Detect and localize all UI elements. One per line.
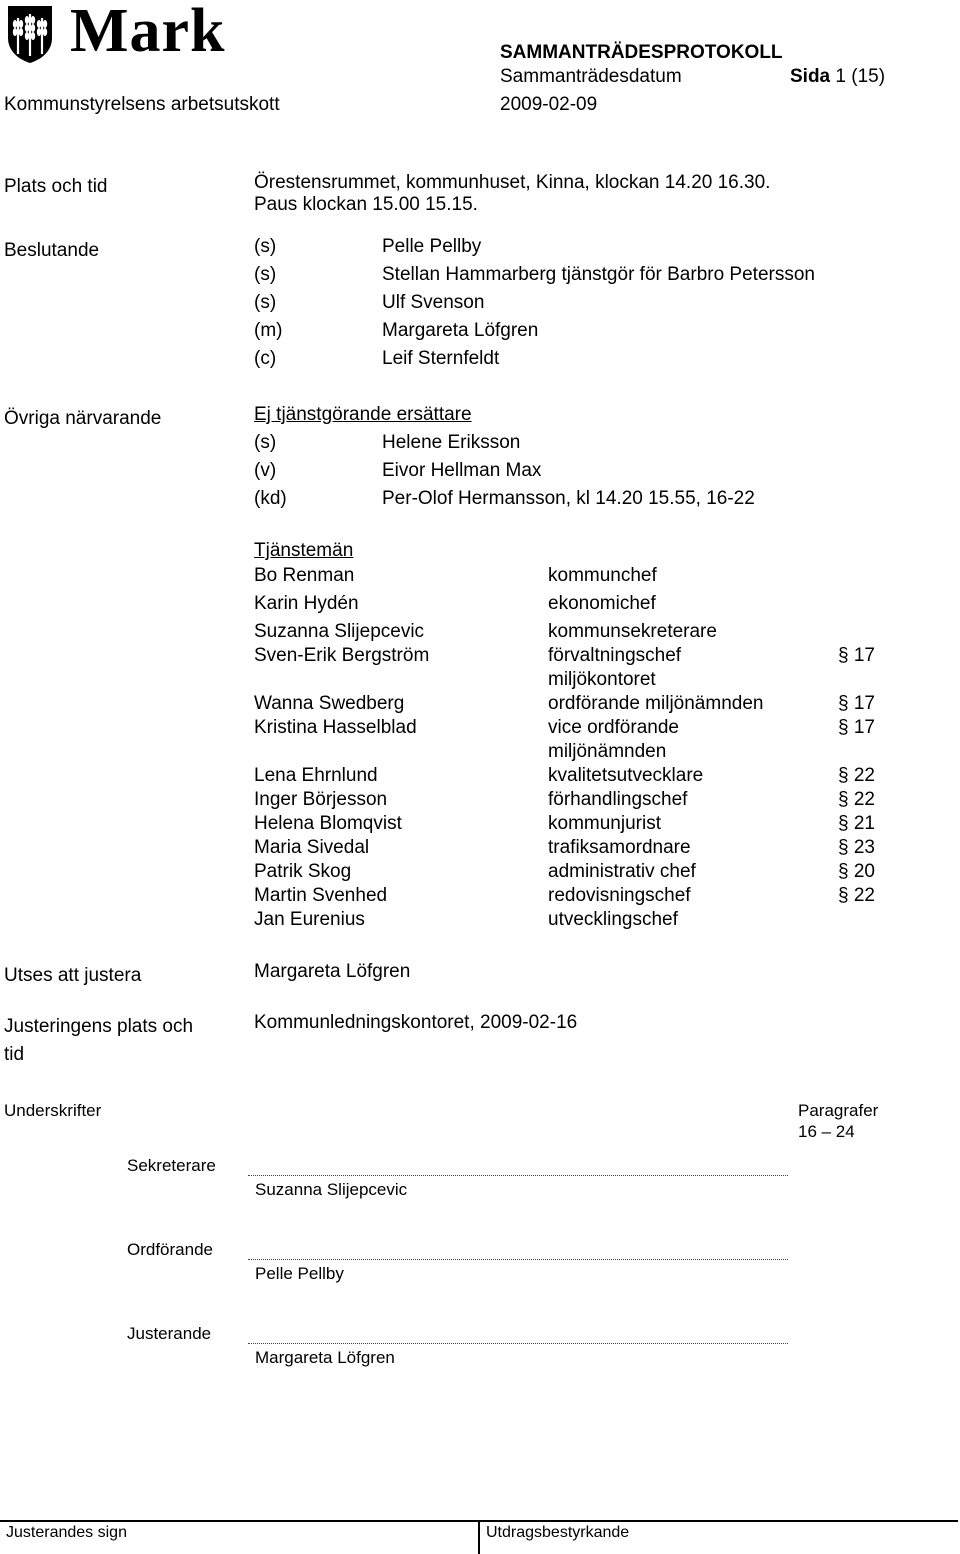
official-title: förhandlingschef xyxy=(548,789,688,810)
official-name: Maria Sivedal xyxy=(254,837,370,858)
municipality-crest-icon xyxy=(6,4,54,64)
official-title: ordförande miljönämnden xyxy=(548,693,764,714)
place-line-2: Paus klockan 15.00 15.15. xyxy=(254,194,478,215)
justering-label-line1: Justeringens plats och xyxy=(4,1016,194,1037)
member-name: Per-Olof Hermansson, kl 14.20 15.55, 16-22 xyxy=(382,488,755,509)
official-title: trafiksamordnare xyxy=(548,837,691,858)
substitutes-heading: Ej tjänstgörande ersättare xyxy=(254,404,472,425)
paragraph-ref: § 22 xyxy=(838,765,875,786)
footer-justerandes-sign: Justerandes sign xyxy=(6,1524,127,1541)
party: (c) xyxy=(254,348,277,369)
paragraph-number: 17 xyxy=(853,717,875,738)
page-indicator xyxy=(790,66,885,88)
member-name: Eivor Hellman Max xyxy=(382,460,542,481)
beslutande-label: Beslutande xyxy=(4,240,100,261)
place-line-1: Örestensrummet, kommunhuset, Kinna, klockan 14.20 16.30. xyxy=(254,172,771,193)
party: (s) xyxy=(254,236,277,257)
official-title-cont: miljökontoret xyxy=(548,669,656,690)
paragraph-ref: § 22 xyxy=(838,885,875,906)
official-title: kommunchef xyxy=(548,565,657,586)
party: (m) xyxy=(254,320,283,341)
paragraph-ref: § 23 xyxy=(838,837,875,858)
signature-role: Ordförande xyxy=(127,1240,213,1259)
place-label: Plats och tid xyxy=(4,176,108,197)
official-title: vice ordförande xyxy=(548,717,679,738)
paragraph-number: 17 xyxy=(853,645,875,666)
committee-name: Kommunstyrelsens arbetsutskott xyxy=(4,94,280,115)
official-name: Wanna Swedberg xyxy=(254,693,405,714)
paragraph-ref: § 21 xyxy=(838,813,875,834)
party: (v) xyxy=(254,460,277,481)
paragraph-ref: § 17 xyxy=(838,645,875,666)
paragraph-number: 20 xyxy=(853,861,875,882)
paragraph-number: 22 xyxy=(853,765,875,786)
member-name: Leif Sternfeldt xyxy=(382,348,500,369)
paragrafer-value: 16 – 24 xyxy=(798,1122,855,1141)
ovriga-label: Övriga närvarande xyxy=(4,408,162,429)
official-title-cont: miljönämnden xyxy=(548,741,667,762)
paragraph-ref: § 22 xyxy=(838,789,875,810)
paragrafer-label: Paragrafer xyxy=(798,1101,879,1120)
official-title: redovisningschef xyxy=(548,885,691,906)
official-name: Sven-Erik Bergström xyxy=(254,645,430,666)
member-name: Margareta Löfgren xyxy=(382,320,539,341)
official-name: Suzanna Slijepcevic xyxy=(254,621,425,642)
official-title: förvaltningschef xyxy=(548,645,682,666)
official-title: utvecklingschef xyxy=(548,909,678,930)
page-word: Sida xyxy=(790,66,831,87)
signatures-label: Underskrifter xyxy=(4,1101,102,1120)
party: (kd) xyxy=(254,488,287,509)
paragraph-number: 22 xyxy=(853,789,875,810)
meeting-date: 2009-02-09 xyxy=(500,94,598,115)
signature-line xyxy=(248,1343,788,1344)
signature-role: Justerande xyxy=(127,1324,212,1343)
paragraph-ref: § 17 xyxy=(838,693,875,714)
footer-utdragsbestyrkande: Utdragsbestyrkande xyxy=(486,1524,630,1541)
official-title: ekonomichef xyxy=(548,593,656,614)
official-title: kvalitetsutvecklare xyxy=(548,765,704,786)
justering-label-line2: tid xyxy=(4,1044,25,1065)
paragraph-ref: § 20 xyxy=(838,861,875,882)
member-name: Pelle Pellby xyxy=(382,236,482,257)
paragraph-number: 23 xyxy=(853,837,875,858)
paragraph-number: 17 xyxy=(853,693,875,714)
official-name: Lena Ehrnlund xyxy=(254,765,378,786)
protocol-title: SAMMANTRÄDESPROTOKOLL xyxy=(500,42,783,63)
signature-role: Sekreterare xyxy=(127,1156,216,1175)
member-name: Stellan Hammarberg tjänstgör för Barbro Petersson xyxy=(382,264,815,285)
official-name: Inger Börjesson xyxy=(254,789,388,810)
page-info: 1 (15) xyxy=(835,66,886,87)
party: (s) xyxy=(254,432,277,453)
paragraph-number: 21 xyxy=(853,813,875,834)
party: (s) xyxy=(254,264,277,285)
signature-line xyxy=(248,1175,788,1176)
member-name: Ulf Svenson xyxy=(382,292,485,313)
paragraph-number: 22 xyxy=(853,885,875,906)
official-name: Jan Eurenius xyxy=(254,909,365,930)
official-title: administrativ chef xyxy=(548,861,696,882)
official-name: Patrik Skog xyxy=(254,861,352,882)
utses-value: Margareta Löfgren xyxy=(254,961,411,982)
signature-name: Suzanna Slijepcevic xyxy=(255,1180,408,1199)
utses-label: Utses att justera xyxy=(4,965,142,986)
signature-line xyxy=(248,1259,788,1260)
signature-name: Pelle Pellby xyxy=(255,1264,344,1283)
official-name: Bo Renman xyxy=(254,565,355,586)
signature-name: Margareta Löfgren xyxy=(255,1348,395,1367)
meeting-date-label: Sammanträdesdatum xyxy=(500,66,682,87)
official-name: Martin Svenhed xyxy=(254,885,388,906)
officials-heading: Tjänstemän xyxy=(254,540,354,561)
official-name: Kristina Hasselblad xyxy=(254,717,417,738)
logo-text: Mark xyxy=(70,0,226,65)
justering-value: Kommunledningskontoret, 2009-02-16 xyxy=(254,1012,578,1033)
party: (s) xyxy=(254,292,277,313)
official-title: kommunsekreterare xyxy=(548,621,717,642)
paragraph-ref: § 17 xyxy=(838,717,875,738)
footer-column-divider xyxy=(478,1520,480,1554)
official-name: Karin Hydén xyxy=(254,593,359,614)
official-title: kommunjurist xyxy=(548,813,661,834)
member-name: Helene Eriksson xyxy=(382,432,521,453)
official-name: Helena Blomqvist xyxy=(254,813,402,834)
